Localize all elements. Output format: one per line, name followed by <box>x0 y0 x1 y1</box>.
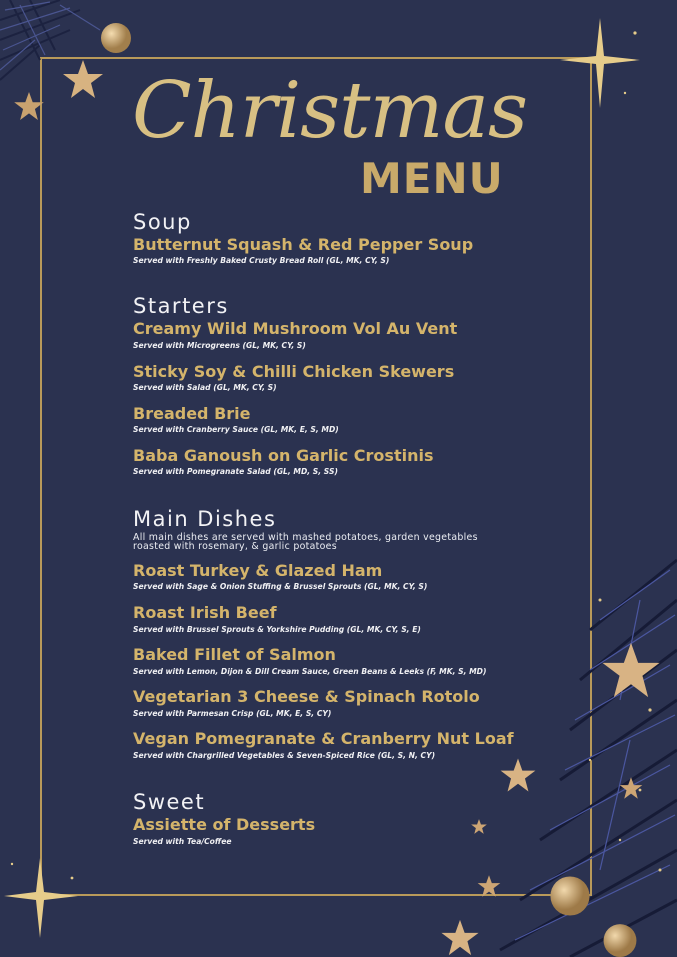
dish-name: Roast Turkey & Glazed Ham <box>133 561 383 580</box>
bauble-icon <box>98 20 134 56</box>
dish-name: Baba Ganoush on Garlic Crostinis <box>133 446 434 465</box>
bauble-icon <box>600 920 640 957</box>
dish-name: Vegan Pomegranate & Cranberry Nut Loaf <box>133 729 514 748</box>
dish-description: Served with Chargrilled Vegetables & Seven-Spiced Rice (GL, S, N, CY) <box>133 751 436 760</box>
dish-name: Assiette of Desserts <box>133 815 316 834</box>
section-heading-mains: Main Dishes <box>133 507 277 531</box>
dish-description: Served with Parmesan Crisp (GL, MK, E, S, CY) <box>133 709 332 718</box>
dish-name: Vegetarian 3 Cheese & Spinach Rotolo <box>133 687 480 706</box>
dish-name: Sticky Soy & Chilli Chicken Skewers <box>133 362 455 381</box>
dish-name: Butternut Squash & Red Pepper Soup <box>133 235 474 254</box>
menu-title-script: Christmas <box>132 66 528 156</box>
dish-name: Breaded Brie <box>133 404 251 423</box>
section-heading-sweet: Sweet <box>133 790 206 814</box>
star-icon <box>598 640 664 700</box>
star-icon <box>618 776 644 800</box>
dish-name: Roast Irish Beef <box>133 603 277 622</box>
dish-description: Served with Pomegranate Salad (GL, MD, S, SS) <box>133 467 338 476</box>
dish-name: Baked Fillet of Salmon <box>133 645 336 664</box>
dish-description: Served with Brussel Sprouts & Yorkshire Pudding (GL, MK, CY, S, E) <box>133 625 421 634</box>
dish-description: Served with Salad (GL, MK, CY, S) <box>133 383 277 392</box>
menu-title-block: MENU <box>360 154 504 203</box>
star-icon <box>436 918 484 957</box>
dish-description: Served with Cranberry Sauce (GL, MK, E, S, MD) <box>133 425 339 434</box>
section-heading-soup: Soup <box>133 210 192 234</box>
dish-description: Served with Sage & Onion Stuffing & Brussel Sprouts (GL, MK, CY, S) <box>133 582 428 591</box>
dish-description: Served with Microgreens (GL, MK, CY, S) <box>133 341 306 350</box>
dish-description: Served with Lemon, Dijon & Dill Cream Sauce, Green Beans & Leeks (F, MK, S, MD) <box>133 667 487 676</box>
dish-name: Creamy Wild Mushroom Vol Au Vent <box>133 319 458 338</box>
mains-note: All main dishes are served with mashed potatoes, garden vegetables roasted with rosemary, & garlic potatoes <box>133 532 478 552</box>
section-heading-starters: Starters <box>133 294 229 318</box>
dish-description: Served with Tea/Coffee <box>133 837 232 846</box>
dish-description: Served with Freshly Baked Crusty Bread Roll (GL, MK, CY, S) <box>133 256 390 265</box>
